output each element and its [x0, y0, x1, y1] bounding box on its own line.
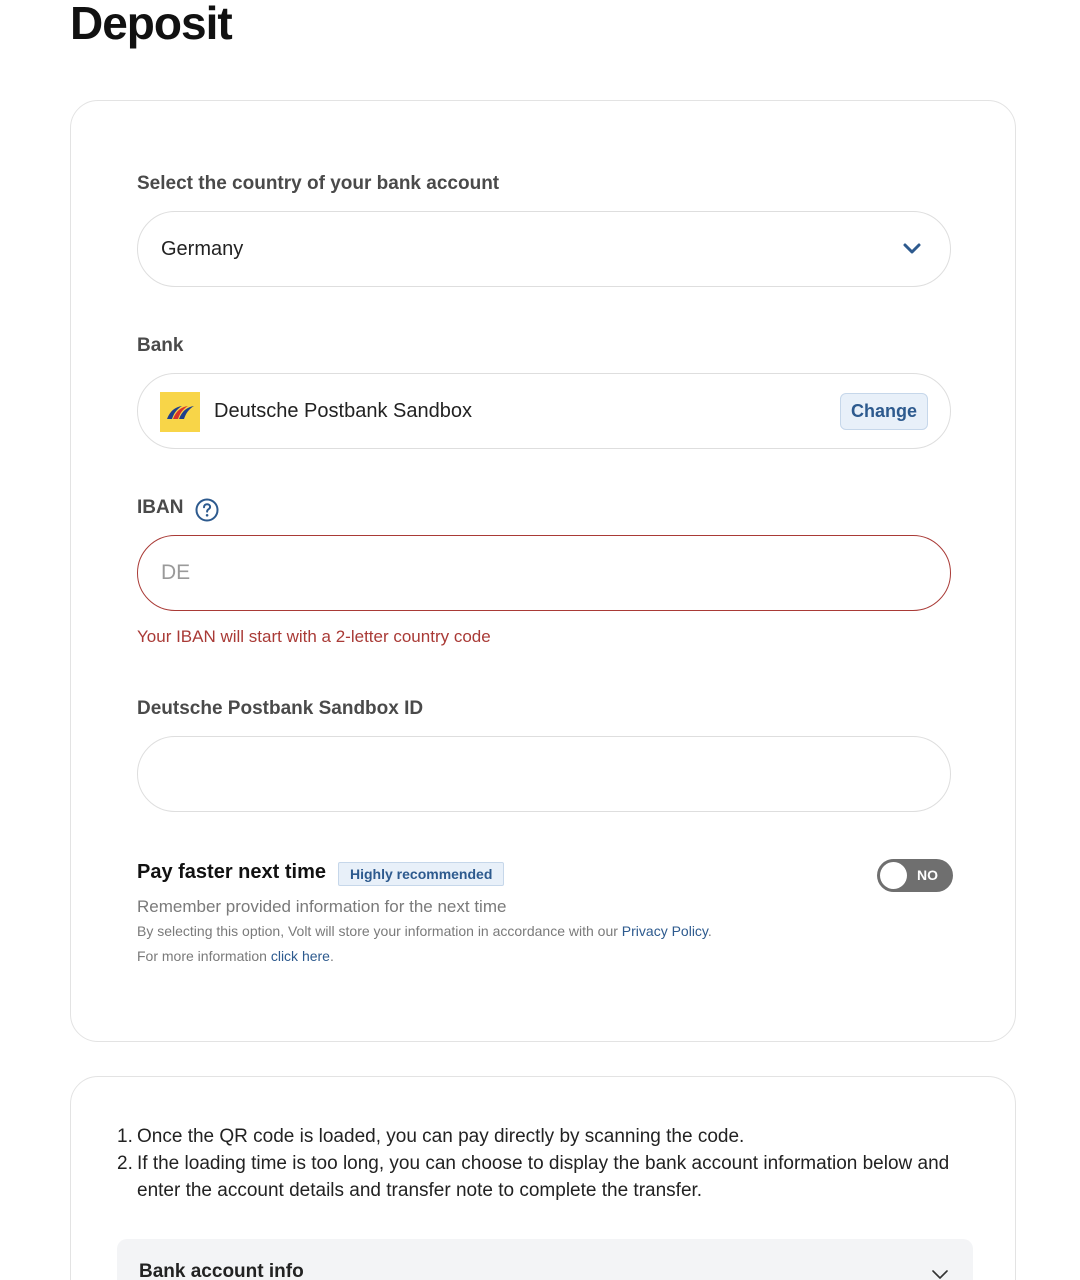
click-here-link[interactable]: click here [270, 948, 330, 964]
step-number: 1. [117, 1126, 133, 1147]
bank-id-input[interactable] [137, 736, 951, 812]
instruction-text: If the loading time is too long, you can choose to display the bank account information below and enter the account details and transfer note to complete the transfer. [137, 1153, 950, 1201]
remember-subtitle: Remember provided information for the next time [137, 897, 507, 916]
instructions-list [117, 1123, 987, 1204]
accordion-title: Bank account info [139, 1261, 304, 1280]
postbank-logo-icon [160, 392, 200, 432]
country-selected-value: Germany [161, 238, 244, 260]
remember-title: Pay faster next time [137, 861, 326, 883]
change-bank-button[interactable]: Change [840, 393, 928, 430]
legal-middle: . For more information [137, 923, 712, 964]
iban-label: IBAN [137, 497, 184, 518]
chevron-down-icon [931, 1265, 949, 1280]
bank-label: Bank [137, 335, 184, 356]
instruction-item [117, 1123, 987, 1150]
instruction-item [117, 1150, 987, 1204]
instruction-text: Once the QR code is loaded, you can pay directly by scanning the code. [137, 1126, 745, 1147]
page-title: Deposit [70, 0, 232, 49]
chevron-down-icon [902, 239, 922, 259]
bank-account-info-accordion[interactable] [117, 1239, 973, 1280]
qr-info-card [70, 1076, 1016, 1280]
iban-input[interactable] [137, 535, 951, 611]
toggle-state-label: NO [917, 867, 938, 883]
toggle-knob [880, 862, 907, 889]
remember-legal-text [137, 919, 717, 969]
iban-placeholder: DE [161, 561, 191, 584]
country-label: Select the country of your bank account [137, 173, 500, 194]
remember-toggle[interactable] [877, 859, 953, 892]
help-icon[interactable] [195, 498, 219, 522]
recommended-badge: Highly recommended [338, 862, 504, 886]
bank-id-label: Deutsche Postbank Sandbox ID [137, 698, 424, 719]
country-select[interactable] [137, 211, 951, 287]
step-number: 2. [117, 1153, 133, 1174]
iban-error-message: Your IBAN will start with a 2-letter country code [137, 627, 491, 646]
deposit-form-card [70, 100, 1016, 1042]
bank-name: Deutsche Postbank Sandbox [214, 400, 472, 422]
legal-prefix: By selecting this option, Volt will store your information in accordance with our [137, 923, 622, 939]
bank-field [137, 373, 951, 449]
legal-suffix: . [329, 948, 334, 964]
privacy-policy-link[interactable]: Privacy Policy [621, 923, 708, 939]
